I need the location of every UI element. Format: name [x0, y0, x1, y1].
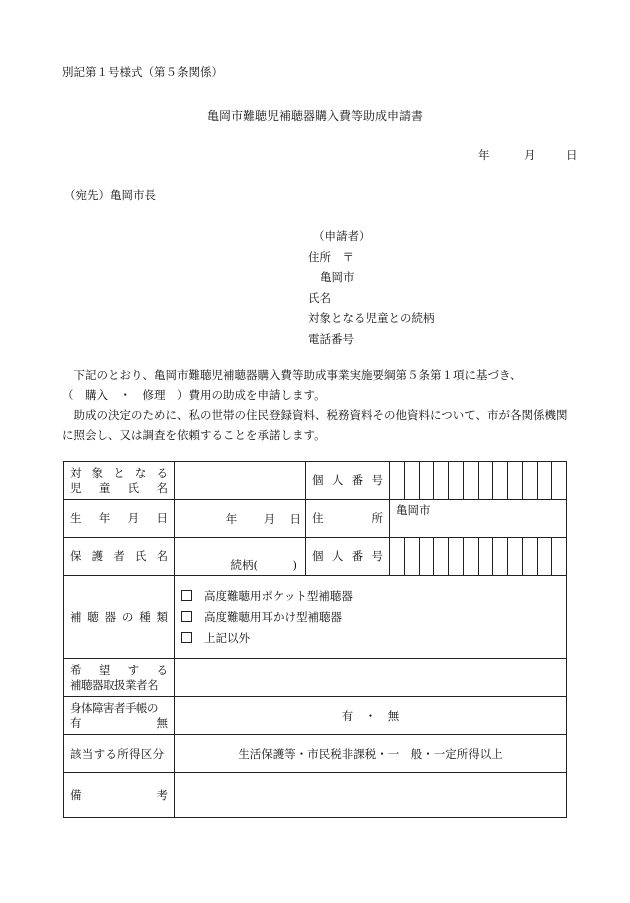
addressee: （宛先）亀岡市長 [64, 188, 156, 202]
guardian-id-digit[interactable] [552, 538, 567, 576]
aid-type-options [175, 576, 567, 659]
row-aid-type [64, 576, 567, 659]
handbook-label [64, 697, 175, 735]
child-id-digit[interactable] [449, 462, 464, 500]
aid-option-label: 高度難聴用耳かけ型補聴器 [204, 609, 342, 624]
birth-day: 日 [289, 511, 301, 526]
row-vendor [64, 659, 567, 697]
child-id-digit[interactable] [508, 462, 523, 500]
guardian-id-digit[interactable] [478, 538, 493, 576]
guardian-name-field[interactable] [175, 538, 306, 576]
guardian-id-digit[interactable] [419, 538, 434, 576]
address-label: 住所 [306, 500, 390, 538]
aid-option-label: 上記以外 [204, 630, 250, 645]
application-table [63, 461, 567, 818]
child-id-digit[interactable] [419, 462, 434, 500]
handbook-field[interactable] [175, 697, 567, 735]
birth-month: 月 [263, 511, 276, 526]
date-line [478, 147, 578, 163]
document-title: 亀岡市難聴児補聴器購入費等助成申請書 [206, 109, 423, 123]
row-child-name [64, 462, 567, 500]
date-month: 月 [524, 148, 536, 162]
applicant-address-label: 住所 〒 [308, 249, 354, 264]
row-income [64, 735, 567, 773]
child-id-digit[interactable] [537, 462, 552, 500]
date-year: 年 [478, 148, 490, 162]
body-line-2: （ 購入 ・ 修理 ）費用の助成を申請します。 [62, 388, 326, 402]
guardian-id-digit[interactable] [390, 538, 405, 576]
applicant-name-label: 氏名 [308, 290, 331, 305]
guardian-id-digit[interactable] [404, 538, 419, 576]
aid-type-label: 補聴器の種類 [64, 576, 175, 659]
applicant-heading: （申請者） [313, 229, 371, 243]
aid-option-label: 高度難聴用ポケット型補聴器 [204, 588, 353, 603]
aid-option-pocket[interactable] [181, 586, 560, 607]
guardian-id-digit[interactable] [537, 538, 552, 576]
child-id-digit[interactable] [434, 462, 449, 500]
body-line-3: 助成の決定のために、私の世帯の住民登録資料、税務資料その他資料について、市が各関係機関に照会し、又は調査を依頼することを承諾します。 [62, 408, 568, 442]
birthdate-label: 生年月日 [64, 500, 175, 538]
relation-label: 続柄( ) [230, 558, 297, 572]
date-day: 日 [566, 148, 578, 162]
income-label: 該当する所得区分 [64, 735, 175, 773]
aid-option-ear-hook[interactable] [181, 607, 560, 628]
birth-year: 年 [225, 511, 238, 526]
applicant-city: 亀岡市 [320, 270, 355, 284]
guardian-id-digit[interactable] [508, 538, 523, 576]
applicant-relation-label: 対象となる児童との続柄 [308, 311, 435, 325]
child-name-label-line2: 児童氏名 [70, 480, 168, 495]
row-handbook [64, 697, 567, 735]
child-id-digit[interactable] [522, 462, 537, 500]
remarks-field[interactable] [175, 773, 567, 818]
birthdate-field[interactable] [175, 500, 306, 538]
child-id-digit[interactable] [463, 462, 478, 500]
row-remarks [64, 773, 567, 818]
guardian-id-digit[interactable] [449, 538, 464, 576]
child-id-digit[interactable] [493, 462, 508, 500]
guardian-id-digit[interactable] [463, 538, 478, 576]
row-guardian [64, 538, 567, 576]
income-value: 生活保護等・市民税非課税・一 般・一定所得以上 [238, 746, 503, 761]
vendor-label-line1: 希望する [70, 662, 168, 677]
handbook-label-line2: 有無 [70, 715, 168, 730]
child-name-label [64, 462, 175, 500]
applicant-phone-label: 電話番号 [308, 331, 354, 346]
applicant-block [308, 226, 435, 349]
checkbox-icon[interactable] [181, 632, 192, 643]
body-text [62, 365, 578, 445]
address-value: 亀岡市 [396, 503, 431, 517]
vendor-label [64, 659, 175, 697]
checkbox-icon[interactable] [181, 611, 192, 622]
aid-option-other[interactable] [181, 628, 560, 649]
child-id-number-label: 個人番号 [306, 462, 390, 500]
checkbox-icon[interactable] [181, 590, 192, 601]
guardian-id-digit[interactable] [493, 538, 508, 576]
income-field[interactable] [175, 735, 567, 773]
body-line-1: 下記のとおり、亀岡市難聴児補聴器購入費等助成事業実施要綱第５条第１項に基づき、 [73, 368, 522, 382]
child-id-digit[interactable] [390, 462, 405, 500]
handbook-value: 有 ・ 無 [341, 708, 400, 723]
vendor-field[interactable] [175, 659, 567, 697]
guardian-id-digit[interactable] [522, 538, 537, 576]
child-name-field[interactable] [175, 462, 306, 500]
remarks-label: 備考 [64, 773, 175, 818]
child-id-digit[interactable] [478, 462, 493, 500]
guardian-id-number-label: 個人番号 [306, 538, 390, 576]
form-label: 別記第１号様式（第５条関係） [62, 65, 223, 79]
row-birthdate [64, 500, 567, 538]
child-name-label-line1: 対象となる [70, 465, 168, 480]
vendor-label-line2: 補聴器取扱業者名 [70, 677, 158, 692]
address-field[interactable] [390, 500, 567, 538]
guardian-id-digit[interactable] [434, 538, 449, 576]
child-id-digit[interactable] [552, 462, 567, 500]
handbook-label-line1: 身体障害者手帳の [70, 700, 158, 715]
child-id-digit[interactable] [404, 462, 419, 500]
guardian-label: 保護者氏名 [64, 538, 175, 576]
